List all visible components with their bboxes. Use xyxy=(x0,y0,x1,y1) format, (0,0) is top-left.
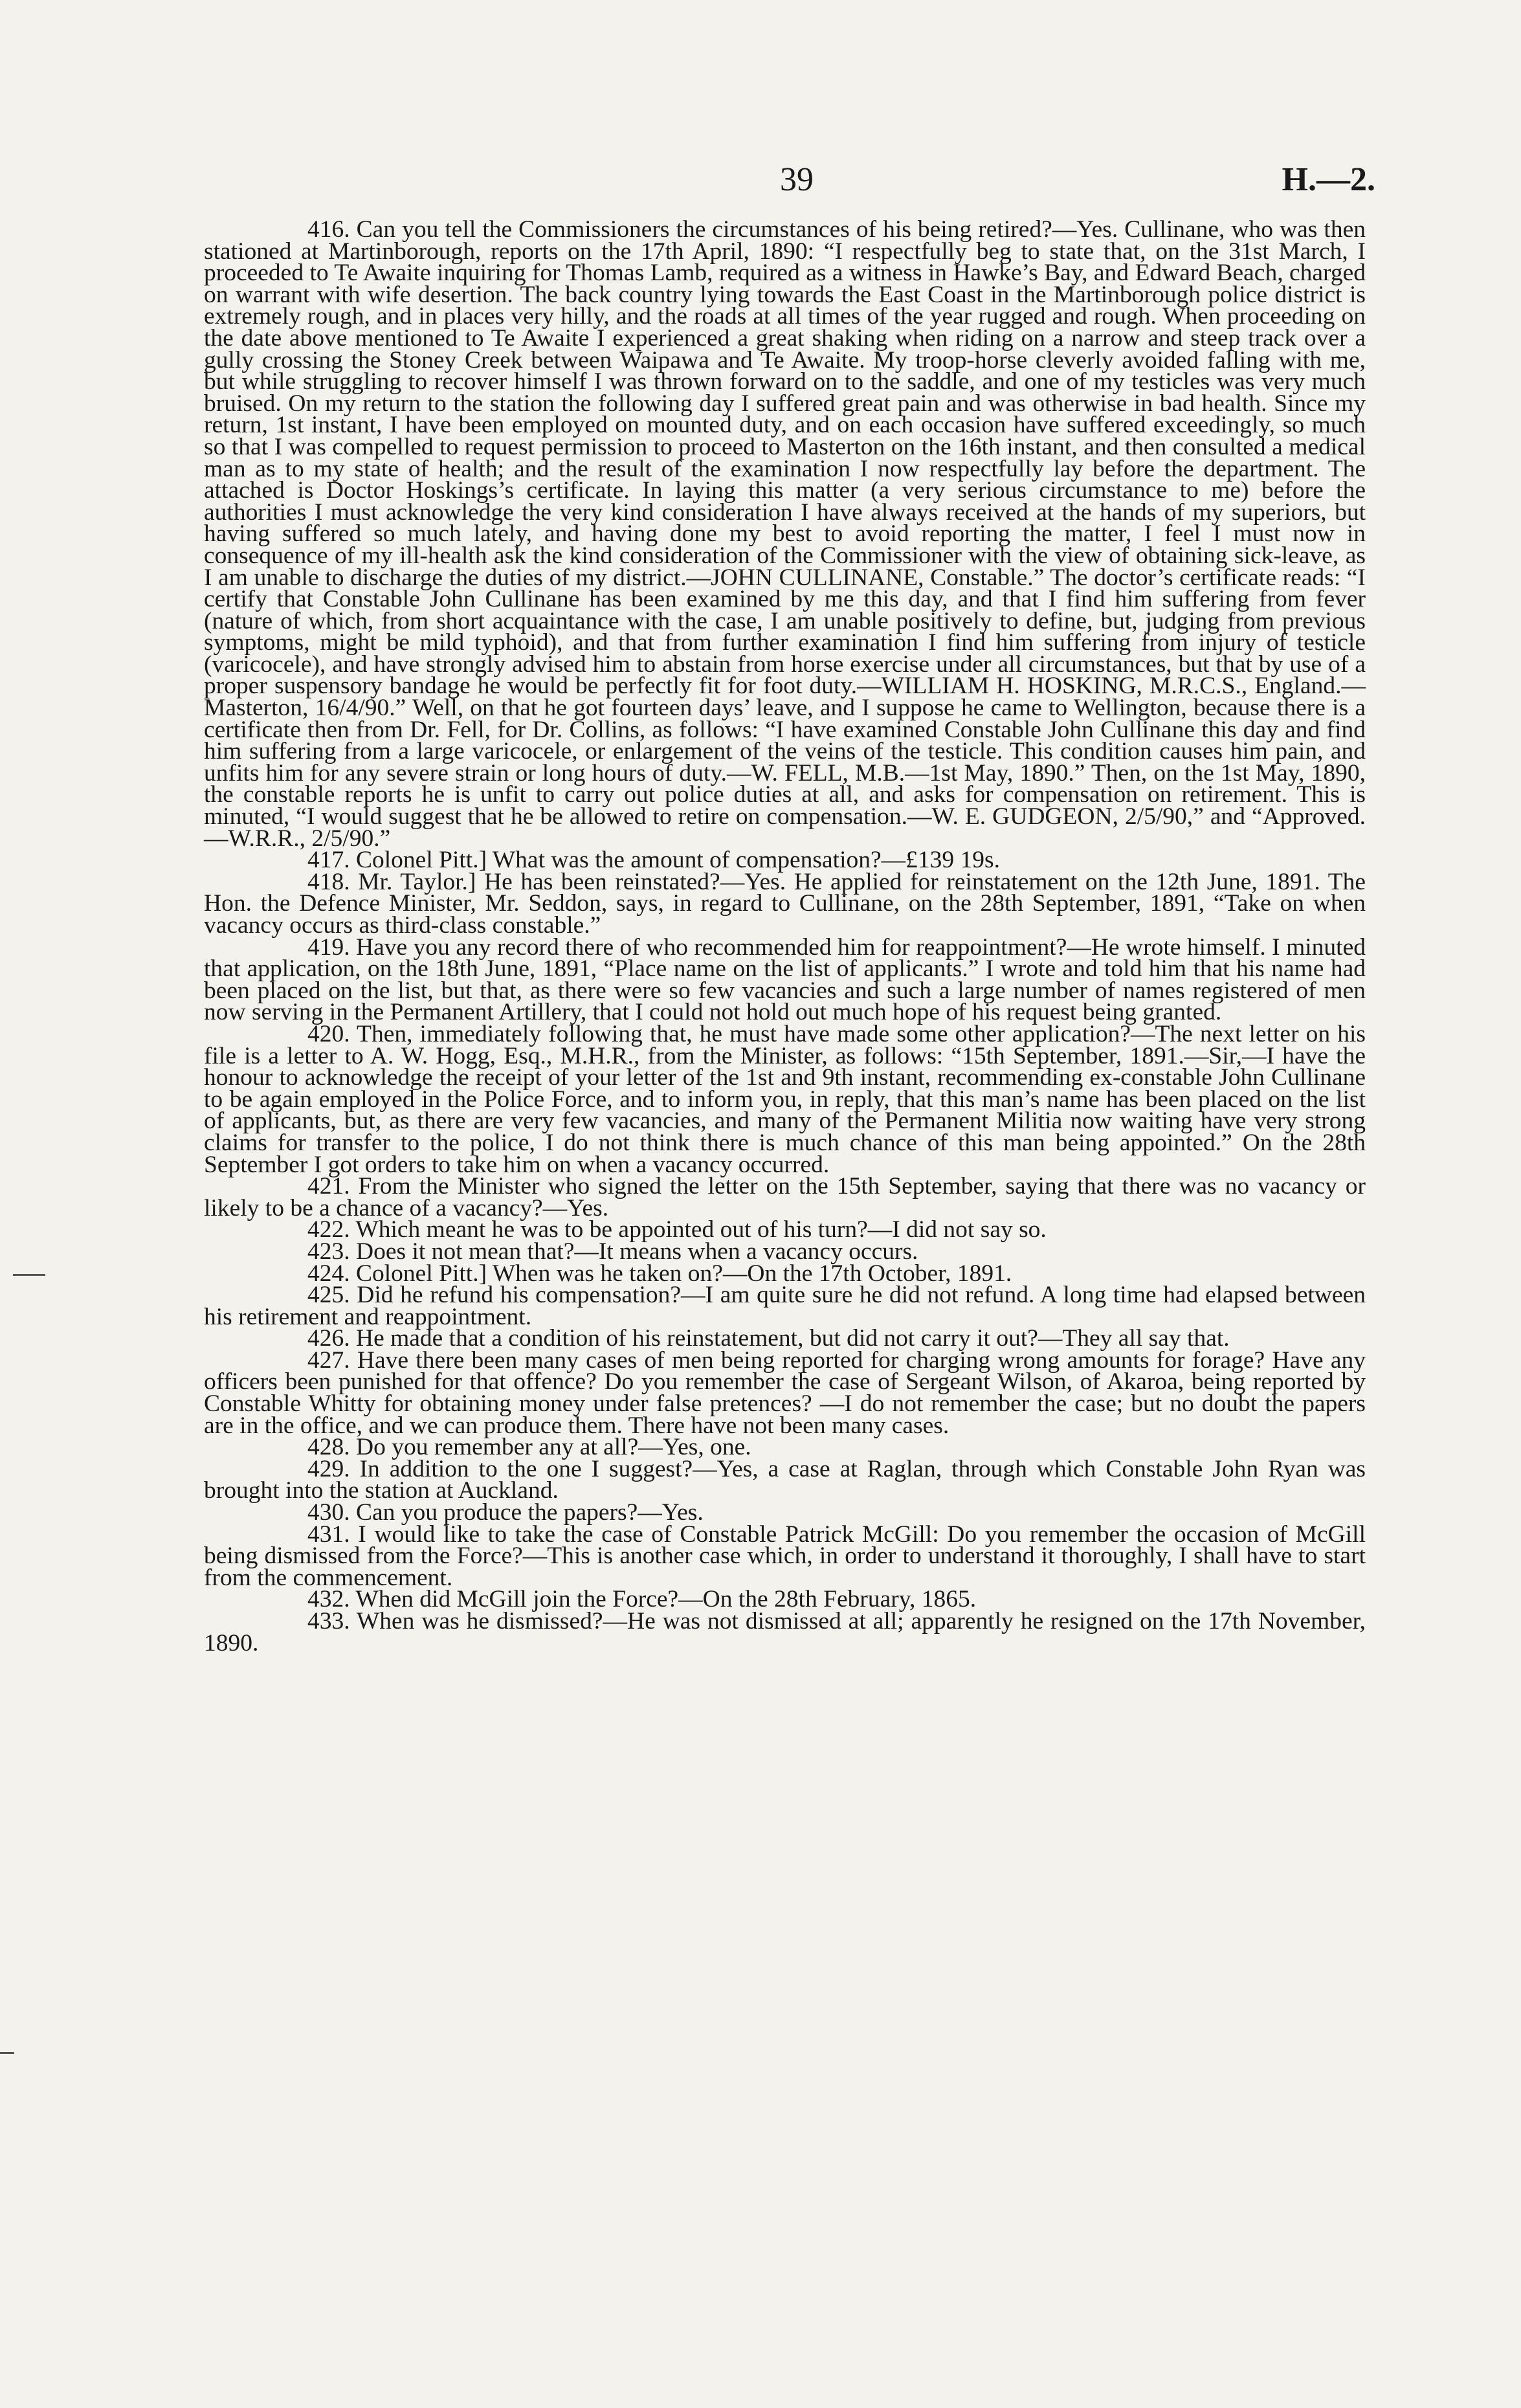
page-number: 39 xyxy=(780,161,814,198)
paper-reference: H.—2. xyxy=(1282,161,1375,198)
paragraph-417: 417. Colonel Pitt.] What was the amount of compensation?—£139 19s. xyxy=(307,847,1000,874)
paragraph-426: 426. He made that a condition of his reinstatement, but did not carry it out?—They all say that. xyxy=(307,1325,1230,1352)
paragraph-431: 431. I would like to take the case of Constable Patrick McGill: Do you remember the occasion of McGill being dismissed from the Force?—This is another case which, in order to understand it thoroughly, I shall have to start from the commencement. xyxy=(204,1521,1366,1591)
page-header xyxy=(0,161,1521,212)
paragraph-419: 419. Have you any record there of who recommended him for reappointment?—He wrote himself. I minuted that application, on the 18th June, 1891, “Place name on the list of applicants.” I wrote and told him that his name had been placed on the list, but that, as there were so few vacancies and such a large number of names registered of men now serving in the Permanent Artillery, that I could not hold out much hope of his request being granted. xyxy=(204,933,1366,1026)
paragraph-428: 428. Do you remember any at all?—Yes, one. xyxy=(307,1434,751,1461)
paragraph-433: 433. When was he dismissed?—He was not dismissed at all; apparently he resigned on the 17th November, 1890. xyxy=(204,1608,1366,1656)
paragraph-432: 432. When did McGill join the Force?—On the 28th February, 1865. xyxy=(307,1586,977,1613)
paragraph-429: 429. In addition to the one I suggest?—Yes, a case at Raglan, through which Constable John Ryan was brought into the station at Auckland. xyxy=(204,1455,1366,1504)
paragraph-422: 422. Which meant he was to be appointed out of his turn?—I did not say so. xyxy=(307,1216,1047,1243)
paragraph-420: 420. Then, immediately following that, he must have made some other application?—The next letter on his file is a letter to A. W. Hogg, Esq., M.H.R., from the Minister, as follows: “15th September, 1891.—Sir,—I have the honour to acknowledge the receipt of your letter of the 1st and 9th instant, recommending ex-constable John Cullinane to be again employed in the Police Force, and to inform you, in reply, that this man’s name has been placed on the list of applicants, but, as there are very few vacancies, and many of the Permanent Militia now waiting have very strong claims for transfer to the police, I do not think there is much chance of this man being appointed.” On the 28th September I got orders to take him on when a vacancy occurred. xyxy=(204,1020,1366,1178)
paragraph-421: 421. From the Minister who signed the letter on the 15th September, saying that there was no vacancy or likely to be a chance of a vacancy?—Yes. xyxy=(204,1173,1366,1221)
paragraph-424: 424. Colonel Pitt.] When was he taken on?—On the 17th October, 1891. xyxy=(307,1260,1012,1287)
paragraph-423: 423. Does it not mean that?—It means when a vacancy occurs. xyxy=(307,1238,918,1265)
margin-mark xyxy=(0,2052,14,2054)
paragraph-430: 430. Can you produce the papers?—Yes. xyxy=(307,1499,704,1526)
margin-mark xyxy=(13,1274,45,1276)
paragraph-425: 425. Did he refund his compensation?—I am quite sure he did not refund. A long time had elapsed between his retirement and reappointment. xyxy=(204,1282,1366,1330)
paragraph-418: 418. Mr. Taylor.] He has been reinstated?—Yes. He applied for reinstatement on the 12th June, 1891. The Hon. the Defence Minister, Mr. Seddon, says, in regard to Cullinane, on the 28th September, 1891, “Take on when vacancy occurs as third-class constable.” xyxy=(204,868,1366,939)
testimony-body xyxy=(204,216,1366,1656)
paragraph-427: 427. Have there been many cases of men being reported for charging wrong amounts for forage? Have any officers been punished for that offence? Do you remember the case of Sergeant Wilson, of Akaroa, being reported by Constable Whitty for obtaining money under false pretences? —I do not remember the case; but no doubt the papers are in the office, and we can produce them. There have not been many cases. xyxy=(204,1346,1366,1439)
paragraph-416: 416. Can you tell the Commissioners the circumstances of his being retired?—Yes. Cullinane, who was then stationed at Martinborough, reports on the 17th April, 1890: “I respectfully beg to state that, on the 31st March, I proceeded to Te Awaite inquiring for Thomas Lamb, required as a witness in Hawke’s Bay, and Edward Beach, charged on warrant with wife desertion. The back country lying towards the East Coast in the Martinborough police district is extremely rough, and in places very hilly, and the roads at all times of the year rugged and rough. When proceeding on the date above mentioned to Te Awaite I experienced a great shaking when riding on a narrow and steep track over a gully crossing the Stoney Creek between Waipawa and Te Awaite. My troop-horse cleverly avoided falling with me, but while struggling to recover himself I was thrown forward on to the saddle, and one of my testicles was very much bruised. On my return to the station the following day I suffered great pain and was otherwise in bad health. Since my return, 1st instant, I have been employed on mounted duty, and on each occasion have suffered exceedingly, so much so that I was compelled to request permission to proceed to Masterton on the 16th instant, and then consulted a medical man as to my state of health; and the result of the examination I now respectfully lay before the department. The attached is Doctor Hoskings’s certificate. In laying this matter (a very serious circumstance to me) before the authorities I must acknowledge the very kind consideration I have always received at the hands of my superiors, but having suffered so much lately, and having done my best to avoid reporting the matter, I feel I must now in consequence of my ill-health ask the kind consideration of the Commissioner with the view of obtaining sick-leave, as I am unable to discharge the duties of my district.—JOHN CULLINANE, Constable.” The doctor’s certificate reads: “I certify that Constable John Cullinane has been examined by me this day, and that I find him suffering from fever (nature of which, from short acquaintance with the case, I am unable positively to define, but, judging from previous symptoms, might be mild typhoid), and that from further examination I find him suffering from injury of testicle (varicocele), and have strongly advised him to abstain from horse exercise under all circumstances, but that by use of a proper suspensory bandage he would be perfectly fit for foot duty.—WILLIAM H. HOSKING, M.R.C.S., England.—Masterton, 16/4/90.” Well, on that he got fourteen days’ leave, and I suppose he came to Wellington, because there is a certificate then from Dr. Fell, for Dr. Collins, as follows: “I have examined Constable John Cullinane this day and find him suffering from a large varicocele, or enlargement of the veins of the testicle. This condition causes him pain, and unfits him for any severe strain or long hours of duty.—W. FELL, M.B.—1st May, 1890.” Then, on the 1st May, 1890, the constable reports he is unfit to carry out police duties at all, and asks for compensation on retirement. This is minuted, “I would suggest that he be allowed to retire on compensation.—W. E. GUDGEON, 2/5/90,” and “Approved.—W.R.R., 2/5/90.” xyxy=(204,216,1366,852)
